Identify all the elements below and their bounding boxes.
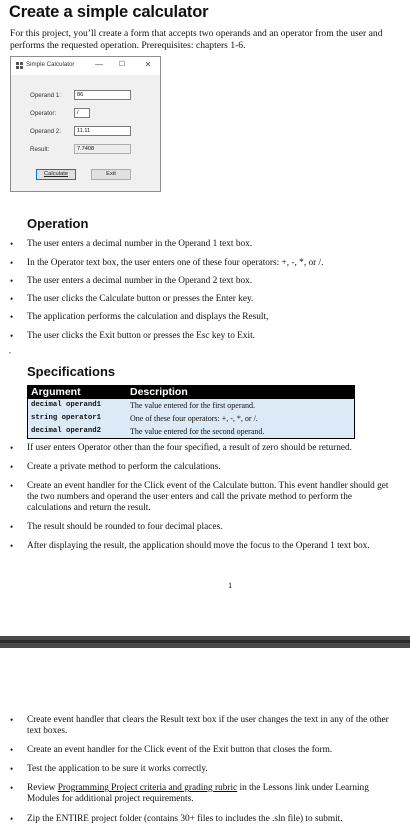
table-row: string operator1 One of these four operators: +, -, *, or /.	[28, 412, 354, 425]
minimize-icon[interactable]: —	[95, 60, 103, 69]
stray-mark: •	[9, 351, 12, 357]
document-page-2: • Create event handler that clears the Result text box if the user changes the text in any of the other text boxes. • Create an event handler for the Click event of the Exit button that closes the form. • Test the application to be sure it works correctly. • Review Programming Project criteria and grading rubric in the Lessons link under Learning Modules for additional project requirements. • Zip the ENTIRE project folder (contains 30+ files to includes the .sln file) to submit.	[0, 648, 410, 839]
exit-button[interactable]: Exit	[91, 169, 131, 180]
window-title: Simple Calculator	[26, 61, 75, 68]
operator-input[interactable]: /	[74, 108, 90, 118]
operand2-label: Operand 2:	[30, 128, 61, 135]
calculate-button[interactable]: Calculate	[36, 169, 76, 180]
operand1-input[interactable]: 86	[74, 90, 131, 100]
table-row: decimal operand1 The value entered for the first operand.	[28, 399, 354, 412]
argument-column-header: Argument	[31, 386, 81, 398]
specifications-table	[27, 385, 355, 439]
operand2-input[interactable]: 11.11	[74, 126, 131, 136]
table-row: decimal operand2 The value entered for the second operand.	[28, 425, 354, 438]
calculator-window-screenshot	[10, 56, 161, 192]
description-column-header: Description	[130, 386, 188, 398]
window-titlebar	[11, 57, 160, 75]
rubric-link[interactable]: Programming Project criteria and grading rubric	[57, 783, 238, 793]
page-title: Create a simple calculator	[9, 3, 209, 21]
operand1-label: Operand 1:	[30, 92, 61, 99]
intro-paragraph: For this project, you’ll create a form that accepts two operands and an operator from the user and performs the requested operation. Prerequisites: chapters 1-6.	[10, 28, 383, 51]
result-output: 7.7408	[74, 144, 131, 154]
operator-label: Operator:	[30, 110, 57, 117]
operation-heading: Operation	[27, 216, 89, 231]
page-break	[0, 636, 410, 648]
table-header	[28, 386, 354, 399]
close-icon[interactable]: ✕	[144, 60, 152, 69]
result-label: Result:	[30, 146, 50, 153]
page-number: 1	[228, 580, 233, 590]
document-page-1: Create a simple calculator For this project, you’ll create a form that accepts two operands and an operator from the user and performs the requested operation. Prerequisites: chapters 1-6. Simple Calculator — ☐ ✕ Operand 1: 86 Operator: / Operand 2: 11.11 Result: 7.7408 Calculate Exit Operation • The user enters a decimal number in the Operand 1 text box. • In the Operator text box, the user enters one of these four operators: +, -, *, or /. • The user enters a decimal number in the Operand 2 text box. • The user clicks the Calculate button or presses the Enter key. • The application performs the calculation and displays the Result, • The user clicks the Exit button or presses the Esc key to Exit. • Specifications Argument Description decimal operand1 The value entered for the first operand. string operator1 One of these four operators: +, -, *, or /. decimal operand2 The value entered for the second operand. • If user enters Operator other than the four specified, a result of zero should be returned. • Create a private method to perform the calculations. • Create an event handler for the Click event of the Calculate button. This event handler should get the two numbers and operand the user enters and call the private method to perform the calculations and return the result. • The result should be rounded to four decimal places. • After displaying the result, the application should move the focus to the Operand 1 text box. 1	[0, 0, 410, 636]
maximize-icon[interactable]: ☐	[118, 61, 126, 68]
specifications-heading: Specifications	[27, 364, 116, 379]
app-icon	[16, 62, 23, 69]
